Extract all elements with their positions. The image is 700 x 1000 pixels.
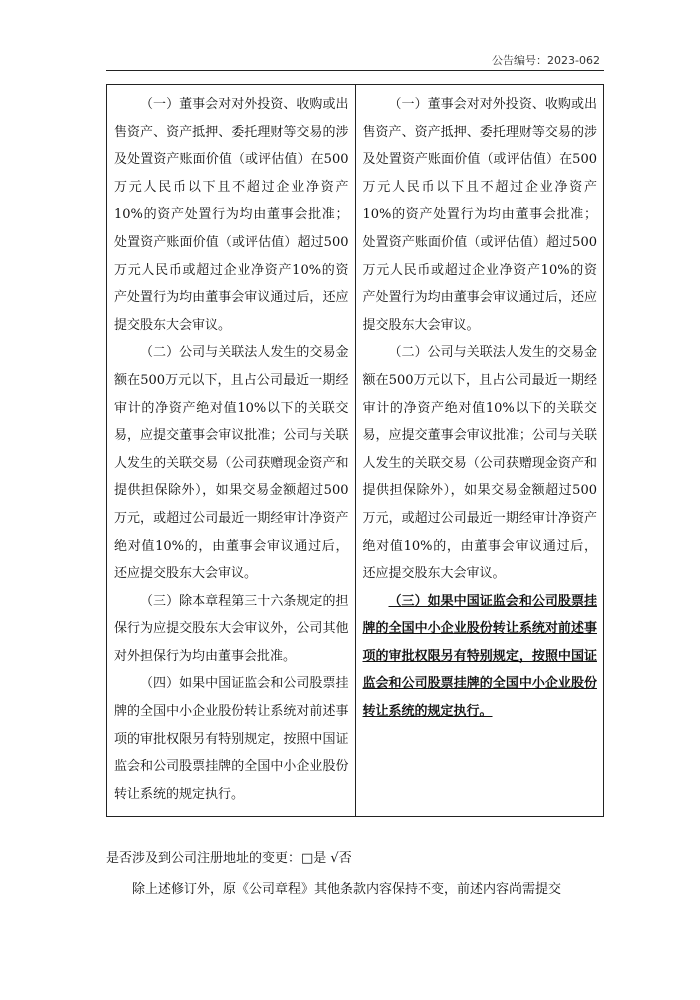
table-row (107, 85, 604, 817)
closing-paragraph: 除上述修订外，原《公司章程》其他条款内容保持不变，前述内容尚需提交 (132, 882, 562, 897)
address-change-line: 是否涉及到公司注册地址的变更：□是 √否 (106, 851, 352, 866)
comparison-table (106, 84, 604, 817)
announcement-number: 公告编号：2023-062 (492, 54, 600, 67)
original-clause-3: （三）除本章程第三十六条规定的担保行为应提交股东大会审议外，公司其他对外担保行为均由董事会批准。 (114, 593, 349, 664)
original-text-cell (107, 85, 356, 817)
revised-text-cell (355, 85, 604, 817)
revised-clause-2: （二）公司与关联法人发生的交易金额在500万元以下，且占公司最近一期经审计的净资产绝对值10%以下的关联交易，应提交董事会审议批准；公司与关联人发生的关联交易（公司获赠现金资产和提供担保除外），如果交易金额超过500万元，或超过公司最近一期经审计净资产绝对值10%的，由董事会审议通过后，还应提交股东大会审议。 (362, 345, 597, 582)
header-divider (106, 70, 604, 71)
original-clause-4: （四）如果中国证监会和公司股票挂牌的全国中小企业股份转让系统对前述事项的审批权限另有特别规定，按照中国证监会和公司股票挂牌的全国中小企业股份转让系统的规定执行。 (114, 676, 349, 802)
original-clause-2: （二）公司与关联法人发生的交易金额在500万元以下，且占公司最近一期经审计的净资产绝对值10%以下的关联交易，应提交董事会审议批准；公司与关联人发生的关联交易（公司获赠现金资产和提供担保除外），如果交易金额超过500万元，或超过公司最近一期经审计净资产绝对值10%的，由董事会审议通过后，还应提交股东大会审议。 (114, 345, 349, 582)
original-clause-1: （一）董事会对对外投资、收购或出售资产、资产抵押、委托理财等交易的涉及处置资产账面价值（或评估值）在500万元人民币以下且不超过企业净资产10%的资产处置行为均由董事会批准；处置资产账面价值（或评估值）超过500万元人民币或超过企业净资产10%的资产处置行为均由董事会审议通过后，还应提交股东大会审议。 (114, 97, 349, 333)
revised-clause-1: （一）董事会对对外投资、收购或出售资产、资产抵押、委托理财等交易的涉及处置资产账面价值（或评估值）在500万元人民币以下且不超过企业净资产10%的资产处置行为均由董事会批准；处置资产账面价值（或评估值）超过500万元人民币或超过企业净资产10%的资产处置行为均由董事会审议通过后，还应提交股东大会审议。 (362, 97, 597, 333)
revised-clause-3: （三）如果中国证监会和公司股票挂牌的全国中小企业股份转让系统对前述事项的审批权限另有特别规定，按照中国证监会和公司股票挂牌的全国中小企业股份转让系统的规定执行。 (362, 593, 597, 720)
